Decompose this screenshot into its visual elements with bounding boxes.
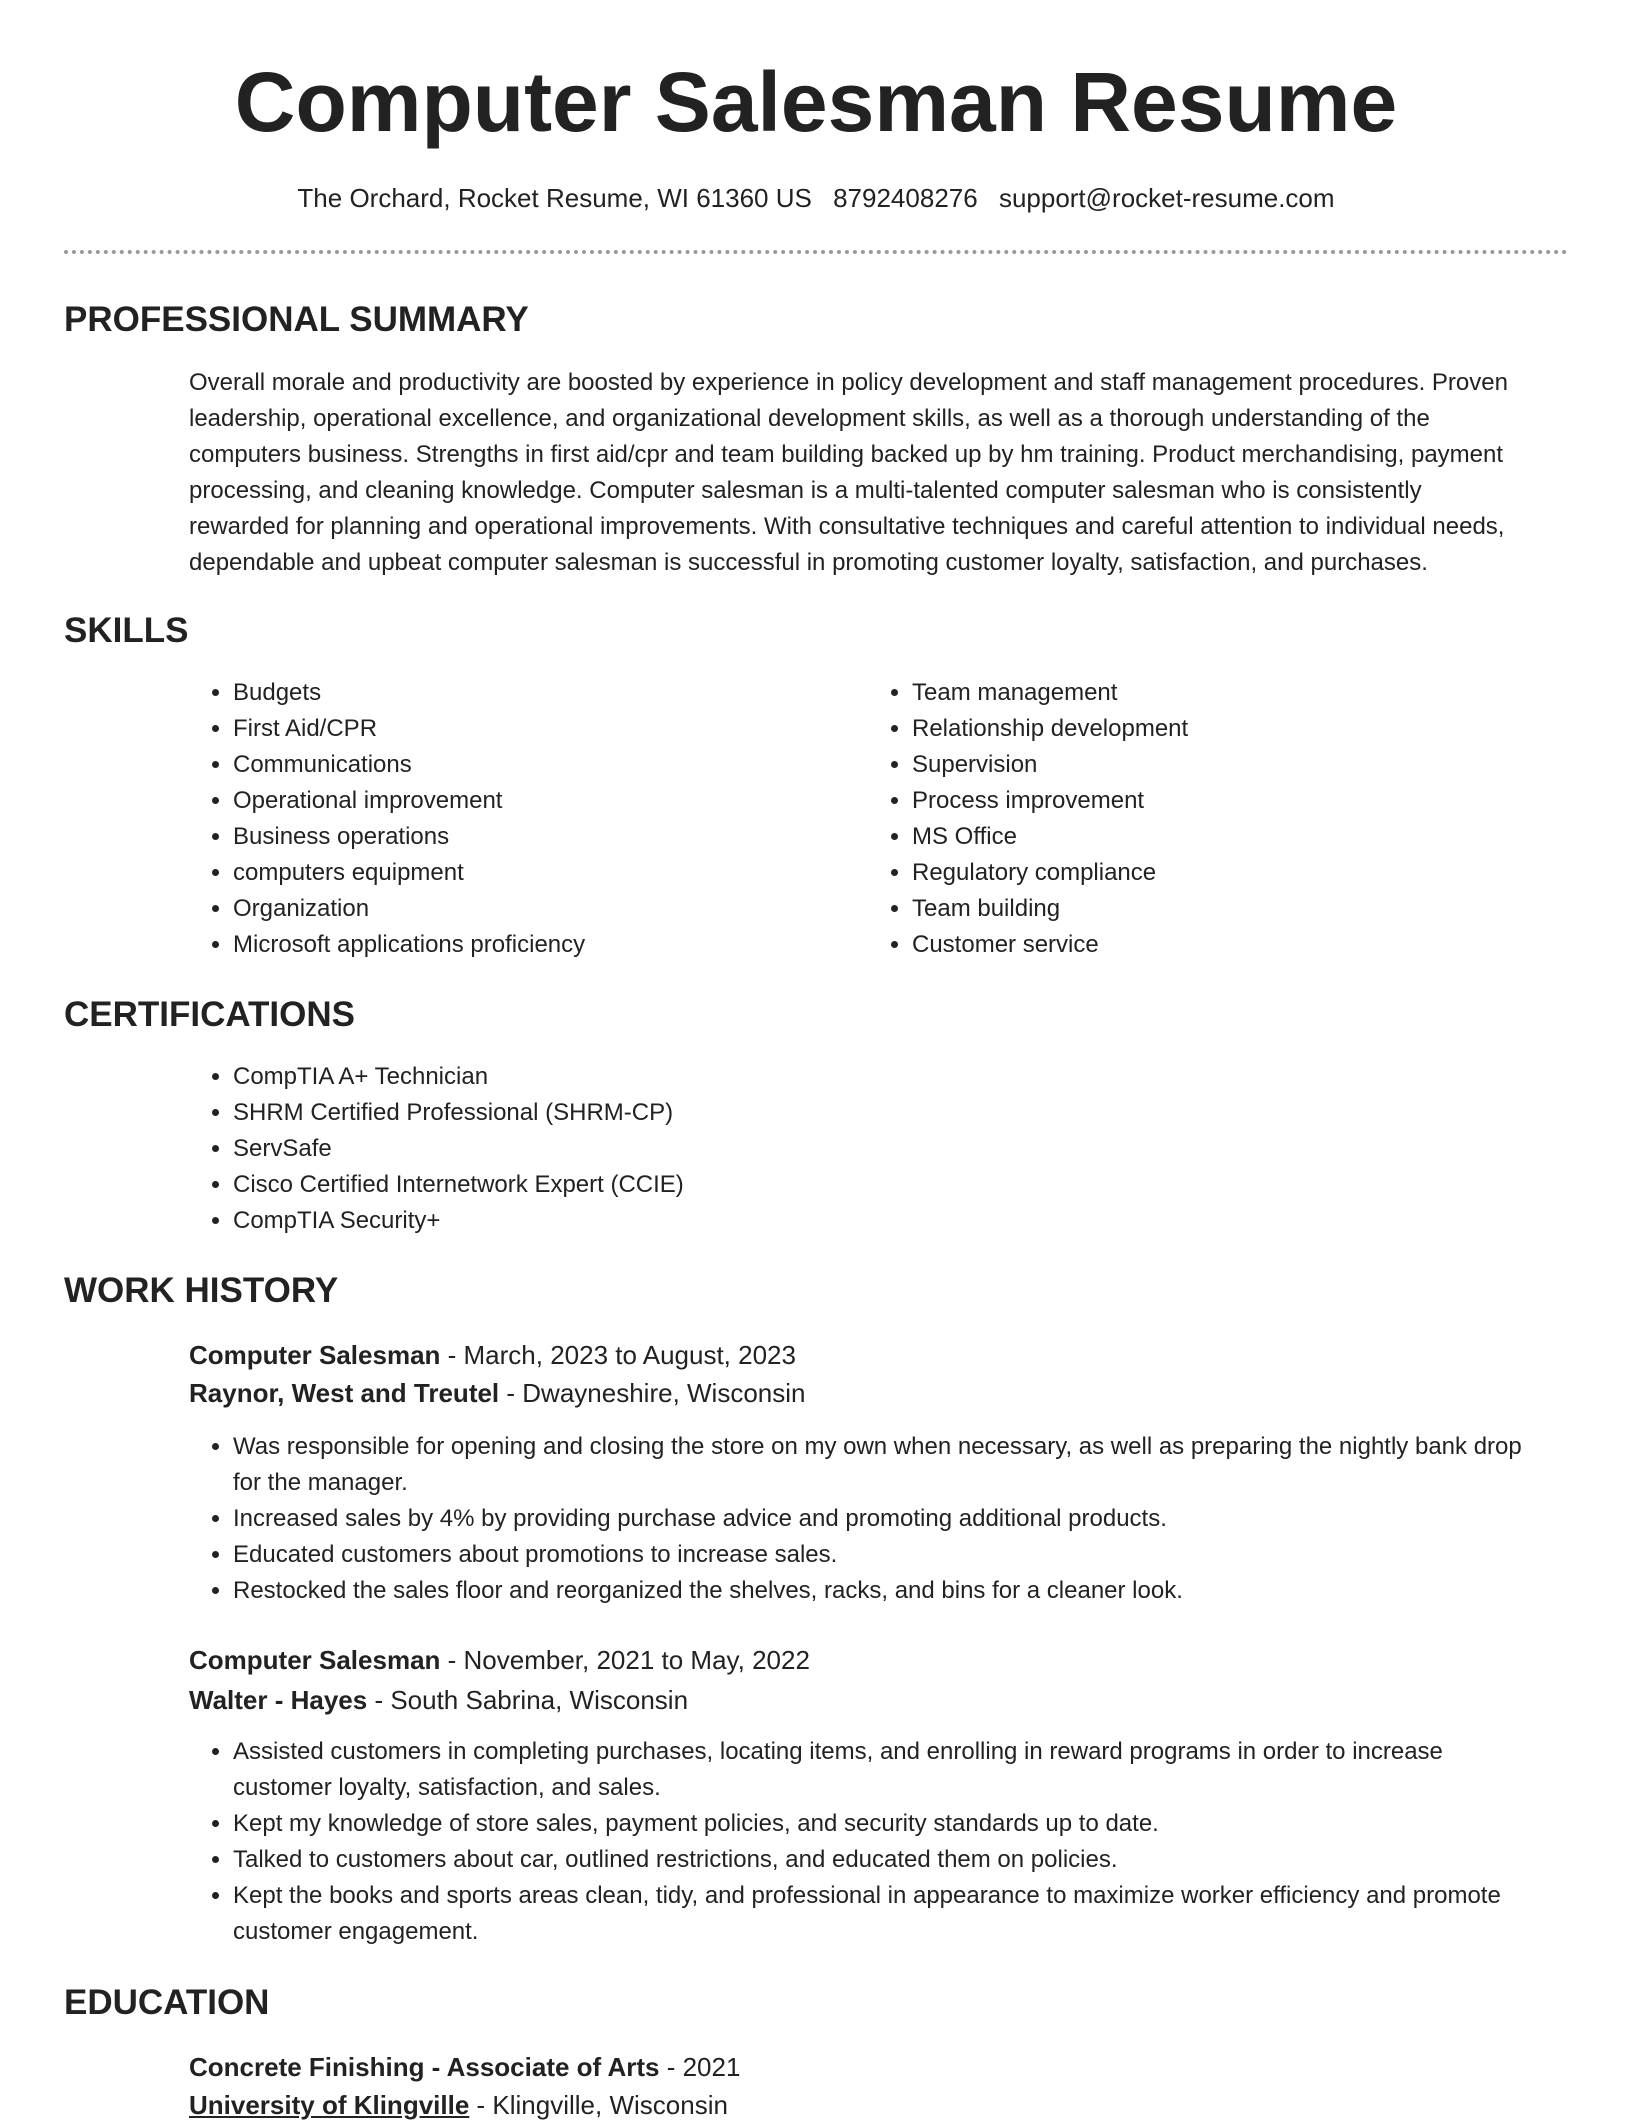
resume-title: Computer Salesman Resume [234,55,1398,149]
skill-item: • Organization [233,891,829,927]
skills-right-column [868,675,1508,963]
skill-item: • Microsoft applications proficiency [233,927,829,963]
job-duties-list [189,1734,1569,1950]
job-duty [233,1878,1569,1950]
skill-item: • MS Office [912,819,1508,855]
job-title: Computer Salesman [189,1645,441,1675]
summary-line: leadership, operational excellence, and organizational development skills, as well as a thorough understanding of the [189,405,1430,432]
job-duty [233,1734,1569,1806]
skill-item: • Budgets [233,675,829,711]
job-company: Walter - Hayes [189,1685,368,1715]
summary-line: dependable and upbeat computer salesman is successful in promoting customer loyalty, satisfaction, and purchases. [189,549,1428,576]
work-history-heading: WORK HISTORY [64,1271,339,1310]
certification-item: • SHRM Certified Professional (SHRM-CP) [233,1095,1089,1131]
summary-line: Overall morale and productivity are boosted by experience in policy development and staff management procedures. Proven [189,369,1508,396]
contact-address: The Orchard, Rocket Resume, WI 61360 US [297,183,812,213]
job-duty-line: for the manager. [233,1469,408,1496]
job-title-line [189,1641,1569,1679]
job-title: Computer Salesman [189,1340,441,1370]
job-company: Raynor, West and Treutel [189,1378,500,1408]
education-degree: Concrete Finishing - Associate of Arts [189,2052,660,2082]
job-duty-line: Was responsible for opening and closing the store on my own when necessary, as well as preparing the nightly bank drop [233,1433,1522,1460]
job-duty-line: Assisted customers in completing purchases, locating items, and enrolling in reward programs in order to increase [233,1738,1443,1765]
skill-item: • Customer service [912,927,1508,963]
contact-email: support@rocket-resume.com [998,183,1335,213]
skill-item: • Process improvement [912,783,1508,819]
job-title-line [189,1336,1569,1374]
contact-phone: 8792408276 [833,183,978,213]
skills-heading: SKILLS [64,611,189,650]
certification-item: • Cisco Certified Internetwork Expert (CCIE) [233,1167,1089,1203]
certifications-heading: CERTIFICATIONS [64,995,356,1034]
job-location: - Dwayneshire, Wisconsin [499,1378,806,1408]
certification-item: • CompTIA A+ Technician [233,1059,1089,1095]
job-duty [233,1501,1569,1537]
skill-item: • First Aid/CPR [233,711,829,747]
job-duty-line: customer engagement. [233,1918,479,1945]
skill-item: • Operational improvement [233,783,829,819]
job-duty-line: Talked to customers about car, outlined restrictions, and educated them on policies. [233,1846,1118,1873]
summary-heading: PROFESSIONAL SUMMARY [64,300,529,339]
skill-item: • Team building [912,891,1508,927]
summary-line: rewarded for planning and operational improvements. With consultative techniques and careful attention to individual needs, [189,513,1505,540]
job-duty [233,1842,1569,1878]
job-duty-line: Increased sales by 4% by providing purchase advice and promoting additional products. [233,1505,1167,1532]
skill-item: • Regulatory compliance [912,855,1508,891]
education-school-line [189,2086,1569,2124]
education-year: - 2021 [659,2052,741,2082]
summary-text [189,365,1569,581]
skills-left-column [189,675,829,963]
contact-line [0,180,1632,216]
skill-item: • Communications [233,747,829,783]
skill-item: • Business operations [233,819,829,855]
job-company-line [189,1681,1569,1719]
certifications-list [189,1059,1089,1239]
job-duty-line: Educated customers about promotions to increase sales. [233,1541,838,1568]
education-degree-line [189,2048,1569,2086]
job-duty [233,1573,1569,1609]
job-duty [233,1537,1569,1573]
skill-item: • computers equipment [233,855,829,891]
certification-item: • CompTIA Security+ [233,1203,1089,1239]
skill-item: • Relationship development [912,711,1508,747]
education-heading: EDUCATION [64,1983,270,2022]
job-company-line [189,1374,1569,1412]
job-duty [233,1806,1569,1842]
certification-item: • ServSafe [233,1131,1089,1167]
job-duty [233,1429,1569,1501]
job-dates: - November, 2021 to May, 2022 [440,1645,810,1675]
skill-item: • Supervision [912,747,1508,783]
job-location: - South Sabrina, Wisconsin [367,1685,689,1715]
header-divider [64,250,1568,254]
summary-line: computers business. Strengths in first aid/cpr and team building backed up by hm training. Product merchandising, payment [189,441,1504,468]
summary-line: processing, and cleaning knowledge. Computer salesman is a multi-talented computer salesman who is consistently [189,477,1422,504]
job-duty-line: Kept the books and sports areas clean, tidy, and professional in appearance to maximize worker efficiency and promote [233,1882,1501,1909]
job-duty-line: Kept my knowledge of store sales, payment policies, and security standards up to date. [233,1810,1159,1837]
job-duty-line: Restocked the sales floor and reorganized the shelves, racks, and bins for a cleaner look. [233,1577,1183,1604]
education-school: University of Klingville [189,2090,470,2120]
job-duties-list [189,1429,1569,1609]
job-dates: - March, 2023 to August, 2023 [440,1340,796,1370]
education-location: - Klingville, Wisconsin [469,2090,728,2120]
skill-item: • Team management [912,675,1508,711]
job-duty-line: customer loyalty, satisfaction, and sales. [233,1774,661,1801]
